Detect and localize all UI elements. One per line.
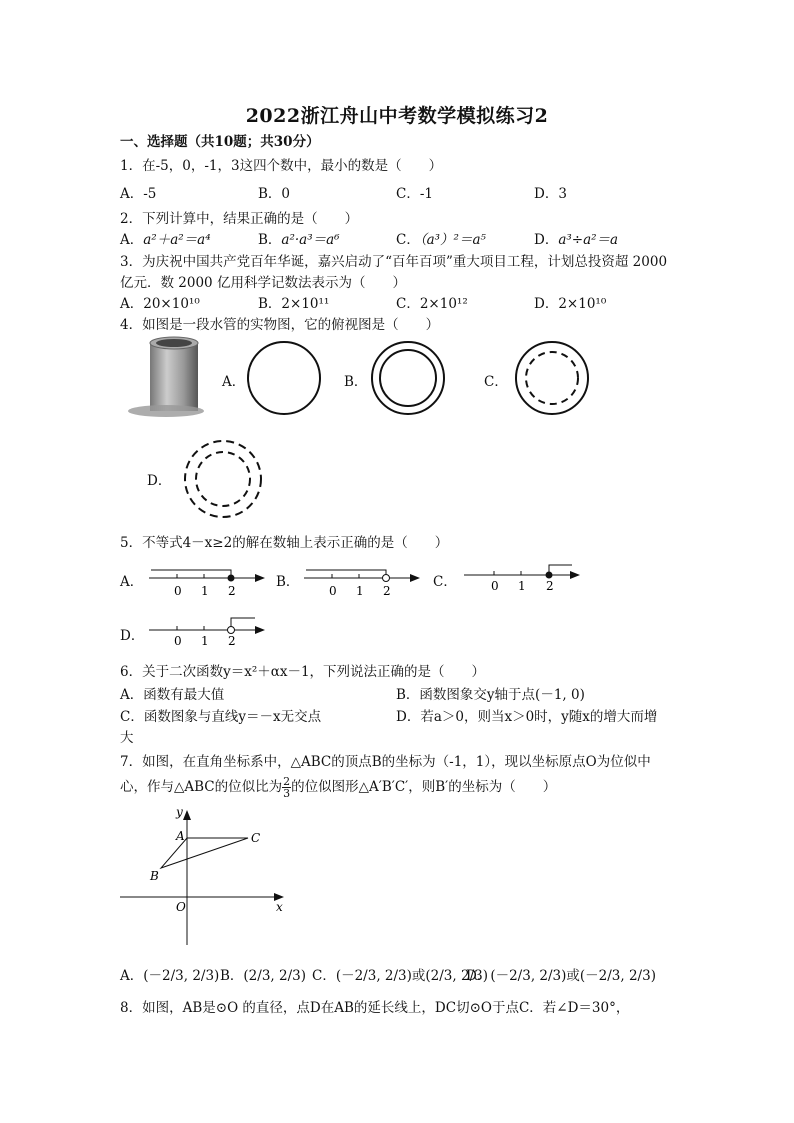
q3-option-b: B．2×10¹¹ bbox=[258, 296, 330, 312]
q2-option-a-label: A． bbox=[120, 232, 144, 248]
q2-option-d-label: D． bbox=[534, 232, 559, 248]
q4-option-a-figure bbox=[246, 340, 322, 416]
tick-label: 0 bbox=[174, 584, 182, 598]
tick-label: 2 bbox=[546, 579, 554, 593]
pipe-shadow bbox=[128, 405, 204, 417]
ratio-denominator: 3 bbox=[283, 787, 291, 800]
solution-ray bbox=[549, 565, 572, 575]
q2-option-c-text: （a³）²＝a⁵ bbox=[419, 232, 486, 248]
solution-ray bbox=[306, 570, 386, 578]
question-7-stem-line1: 7．如图，在直角坐标系中，△ABC的顶点B的坐标为（-1，1），现以坐标原点O为位似中 bbox=[120, 754, 651, 770]
open-dot bbox=[383, 575, 390, 582]
tick-label: 1 bbox=[201, 584, 209, 598]
question-1-stem: 1．在-5，0，-1，3这四个数中，最小的数是（ ） bbox=[120, 158, 443, 174]
q7-stem-part1: 心，作与△ABC的位似比为 bbox=[120, 779, 283, 795]
q3-option-c: C．2×10¹² bbox=[396, 296, 468, 312]
q6-option-b: B．函数图象交y轴于点(－1, 0) bbox=[396, 687, 585, 703]
q7-option-b: B．(2/3, 2/3) bbox=[220, 968, 306, 984]
inner-dashed-circle bbox=[526, 352, 578, 404]
open-dot bbox=[228, 627, 235, 634]
q3-option-d: D．2×10¹⁰ bbox=[534, 296, 607, 312]
tick-label: 2 bbox=[383, 584, 391, 598]
closed-dot bbox=[228, 575, 235, 582]
q7-stem-part2: 的位似图形△A′B′C′，则B′的坐标为（ ） bbox=[291, 779, 557, 795]
q2-option-b-label: B． bbox=[258, 232, 282, 248]
q5-option-a: A． bbox=[120, 574, 144, 590]
x-axis-label: x bbox=[276, 900, 283, 914]
question-6-stem: 6．关于二次函数y＝x²＋αx－1，下列说法正确的是（ ） bbox=[120, 664, 486, 680]
origin-label: O bbox=[176, 900, 186, 914]
q5-number-line-b bbox=[300, 560, 425, 600]
question-7-stem-line2 bbox=[120, 775, 556, 799]
tick-label: 1 bbox=[356, 584, 364, 598]
question-2-stem: 2．下列计算中，结果正确的是（ ） bbox=[120, 211, 359, 227]
q2-option-a bbox=[120, 228, 211, 248]
q4-option-d-figure bbox=[182, 438, 264, 520]
q2-option-d bbox=[534, 228, 618, 248]
q4-option-b-figure bbox=[370, 340, 446, 416]
q4-option-c-figure bbox=[514, 340, 590, 416]
q7-option-d: D．(－2/3, 2/3)或(－2/3, 2/3) bbox=[466, 968, 656, 984]
q5-number-line-c bbox=[460, 557, 585, 597]
tick-label: 0 bbox=[491, 579, 499, 593]
question-3-stem-line2: 亿元．数 2000 亿用科学记数法表示为（ ） bbox=[120, 275, 406, 291]
tick-label: 1 bbox=[201, 634, 209, 648]
vertex-b-label: B bbox=[150, 869, 159, 883]
arrow-head bbox=[410, 574, 420, 582]
q5-option-b: B． bbox=[276, 574, 300, 590]
q7-option-c: C．(－2/3, 2/3)或(2/3, 2/3) bbox=[312, 968, 488, 984]
question-5-stem: 5．不等式4－x≥2的解在数轴上表示正确的是（ ） bbox=[120, 535, 449, 551]
q1-option-c: C．-1 bbox=[396, 186, 433, 202]
q2-option-b bbox=[258, 228, 340, 248]
q1-option-b: B．0 bbox=[258, 186, 291, 202]
tick-label: 2 bbox=[228, 634, 236, 648]
q4-option-d: D． bbox=[147, 473, 172, 489]
q3-option-a: A．20×10¹⁰ bbox=[120, 296, 200, 312]
tick-label: 1 bbox=[518, 579, 526, 593]
y-axis-label: y bbox=[176, 805, 183, 819]
tick-label: 0 bbox=[174, 634, 182, 648]
vertex-a-label: A bbox=[176, 829, 185, 843]
q7-coordinate-figure bbox=[118, 805, 293, 955]
q5-option-d: D． bbox=[120, 628, 145, 644]
q1-option-d: D．3 bbox=[534, 186, 567, 202]
question-3-stem-line1: 3．为庆祝中国共产党百年华诞，嘉兴启动了“百年百项”重大项目工程，计划总投资超 2000 bbox=[120, 254, 668, 270]
outer-circle bbox=[372, 342, 444, 414]
solution-ray bbox=[151, 570, 231, 578]
q7-option-a: A．(－2/3, 2/3) bbox=[120, 968, 220, 984]
q4-option-c: C． bbox=[484, 374, 508, 390]
section-heading: 一、选择题（共10题；共30分） bbox=[120, 134, 320, 150]
inner-dashed-circle bbox=[196, 452, 250, 506]
q6-option-c: C．函数图象与直线y＝－x无交点 bbox=[120, 709, 322, 725]
water-pipe-photo bbox=[126, 335, 206, 417]
arrow-head bbox=[570, 571, 580, 579]
q6-option-d-line1: D．若a＞0，则当x＞0时，y随x的增大而增 bbox=[396, 709, 658, 725]
tick-label: 2 bbox=[228, 584, 236, 598]
y-axis-arrow bbox=[183, 810, 191, 820]
inner-circle bbox=[380, 350, 436, 406]
q4-option-a: A． bbox=[222, 374, 246, 390]
ratio-numerator: 2 bbox=[283, 775, 291, 788]
q5-number-line-a bbox=[145, 560, 270, 600]
q6-option-d-line2: 大 bbox=[120, 730, 134, 746]
page-title: 2022浙江舟山中考数学模拟练习2 bbox=[245, 105, 549, 127]
pipe-body bbox=[150, 343, 198, 411]
arrow-head bbox=[255, 626, 265, 634]
q5-number-line-d bbox=[145, 612, 270, 652]
tick-label: 0 bbox=[329, 584, 337, 598]
q2-option-c bbox=[396, 228, 486, 248]
triangle-abc bbox=[161, 838, 248, 868]
solid-circle bbox=[248, 342, 320, 414]
pipe-hole bbox=[156, 339, 192, 347]
q4-option-b: B． bbox=[344, 374, 368, 390]
vertex-c-label: C bbox=[251, 831, 261, 845]
question-8-stem: 8．如图，AB是⊙O 的直径，点D在AB的延长线上，DC切⊙O于点C．若∠D＝30°， bbox=[120, 1000, 630, 1016]
ratio-fraction bbox=[282, 776, 291, 799]
q1-option-a: A．-5 bbox=[120, 186, 157, 202]
q6-option-a: A．函数有最大值 bbox=[120, 687, 225, 703]
question-4-stem: 4．如图是一段水管的实物图，它的俯视图是（ ） bbox=[120, 317, 440, 333]
q2-option-a-text: a²＋a²＝a⁴ bbox=[143, 232, 211, 248]
q2-option-b-text: a²·a³＝a⁶ bbox=[281, 232, 340, 248]
closed-dot bbox=[546, 572, 553, 579]
q2-option-c-label: C． bbox=[396, 232, 420, 248]
arrow-head bbox=[255, 574, 265, 582]
solution-ray bbox=[231, 618, 255, 630]
q2-option-d-text: a³÷a²＝a bbox=[558, 232, 619, 248]
q5-option-c: C． bbox=[433, 574, 457, 590]
